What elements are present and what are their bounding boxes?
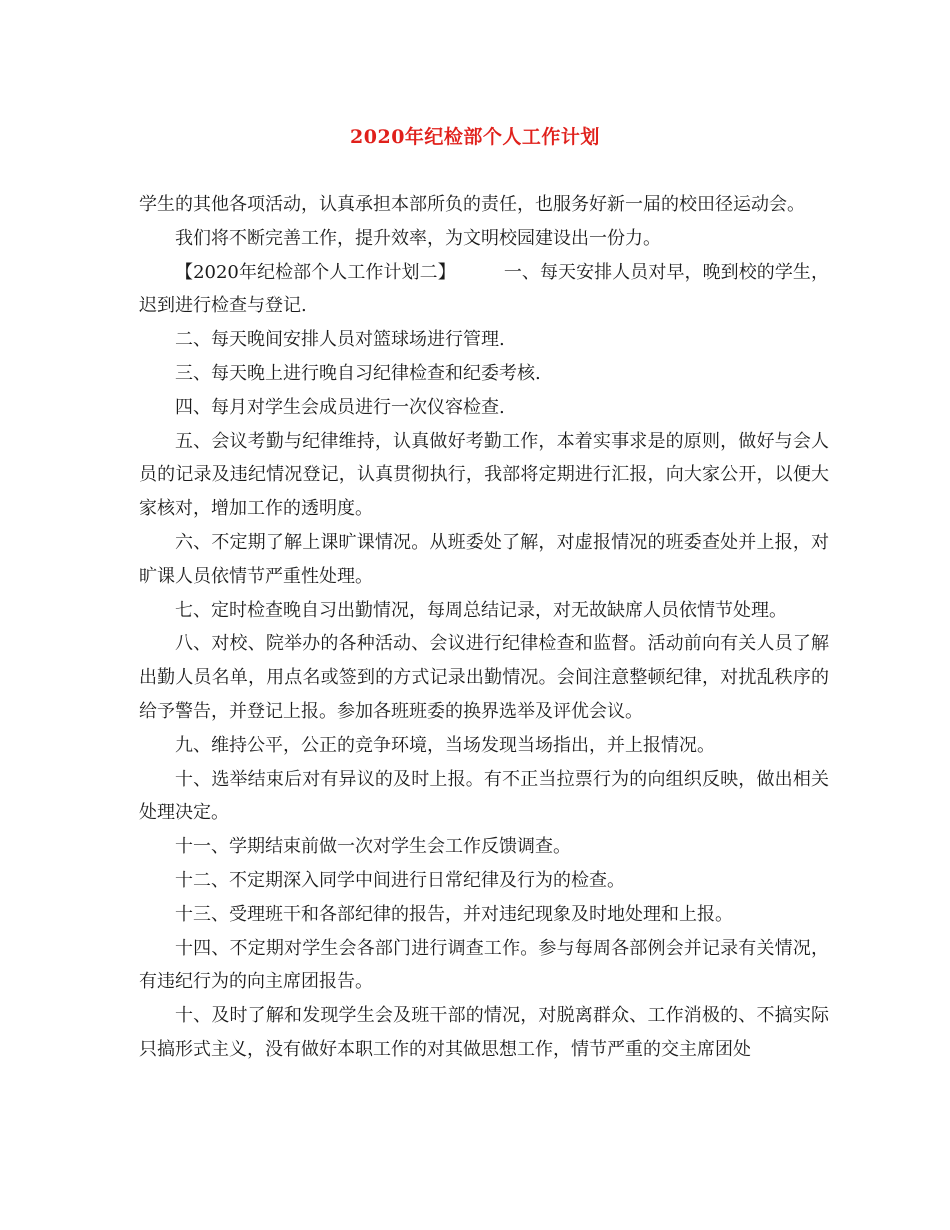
paragraph: 八、对校、院举办的各种活动、会议进行纪律检查和监督。活动前向有关人员了解出勤人员名单，用点名或签到的方式记录出勤情况。会间注意整顿纪律，对扰乱秩序的给予警告，并登记上报。参加各班班委的换界选举及评优会议。 xyxy=(139,633,829,722)
document-body xyxy=(139,188,829,1067)
paragraph: 十、选举结束后对有异议的及时上报。有不正当拉票行为的向组织反映，做出相关处理决定。 xyxy=(139,768,829,824)
paragraph: 十三、受理班干和各部纪律的报告，并对违纪现象及时地处理和上报。 xyxy=(175,903,733,925)
paragraph: 六、不定期了解上课旷课情况。从班委处了解，对虚报情况的班委查处并上报，对旷课人员依情节严重性处理。 xyxy=(139,531,829,587)
document-title: 2020年纪检部个人工作计划 xyxy=(350,126,600,148)
paragraph: 三、每天晚上进行晚自习纪律检查和纪委考核. xyxy=(175,362,541,384)
paragraph: 我们将不断完善工作，提升效率，为文明校园建设出一份力。 xyxy=(175,227,661,249)
paragraph: 十一、学期结束前做一次对学生会工作反馈调查。 xyxy=(175,836,571,858)
paragraph-combined xyxy=(139,256,829,324)
paragraph: 学生的其他各项活动，认真承担本部所负的责任，也服务好新一届的校田径运动会。 xyxy=(139,194,805,215)
paragraph: 二、每天晚间安排人员对篮球场进行管理. xyxy=(175,329,505,351)
paragraph: 十、及时了解和发现学生会及班干部的情况，对脱离群众、工作消极的、不搞实际只搞形式主义，没有做好本职工作的对其做思想工作，情节严重的交主席团处 xyxy=(139,1005,829,1060)
paragraph: 十二、不定期深入同学中间进行日常纪律及行为的检查。 xyxy=(175,869,625,891)
paragraph: 五、会议考勤与纪律维持，认真做好考勤工作，本着实事求是的原则，做好与会人员的记录及违纪情况登记，认真贯彻执行，我部将定期进行汇报，向大家公开，以便大家核对，增加工作的透明度。 xyxy=(139,430,829,520)
paragraph: 一、每天安排人员对早，晚到校的学生，迟到进行检查与登记. xyxy=(139,261,829,317)
section-heading: 【2020年纪检部个人工作计划二】 xyxy=(175,261,456,283)
paragraph: 十四、不定期对学生会各部门进行调查工作。参与每周各部例会并记录有关情况，有违纪行为的向主席团报告。 xyxy=(139,937,829,993)
paragraph: 九、维持公平，公正的竞争环境，当场发现当场指出，并上报情况。 xyxy=(175,734,715,756)
paragraph: 四、每月对学生会成员进行一次仪容检查. xyxy=(175,396,505,418)
paragraph: 七、定时检查晚自习出勤情况，每周总结记录，对无故缺席人员依情节处理。 xyxy=(175,599,787,621)
